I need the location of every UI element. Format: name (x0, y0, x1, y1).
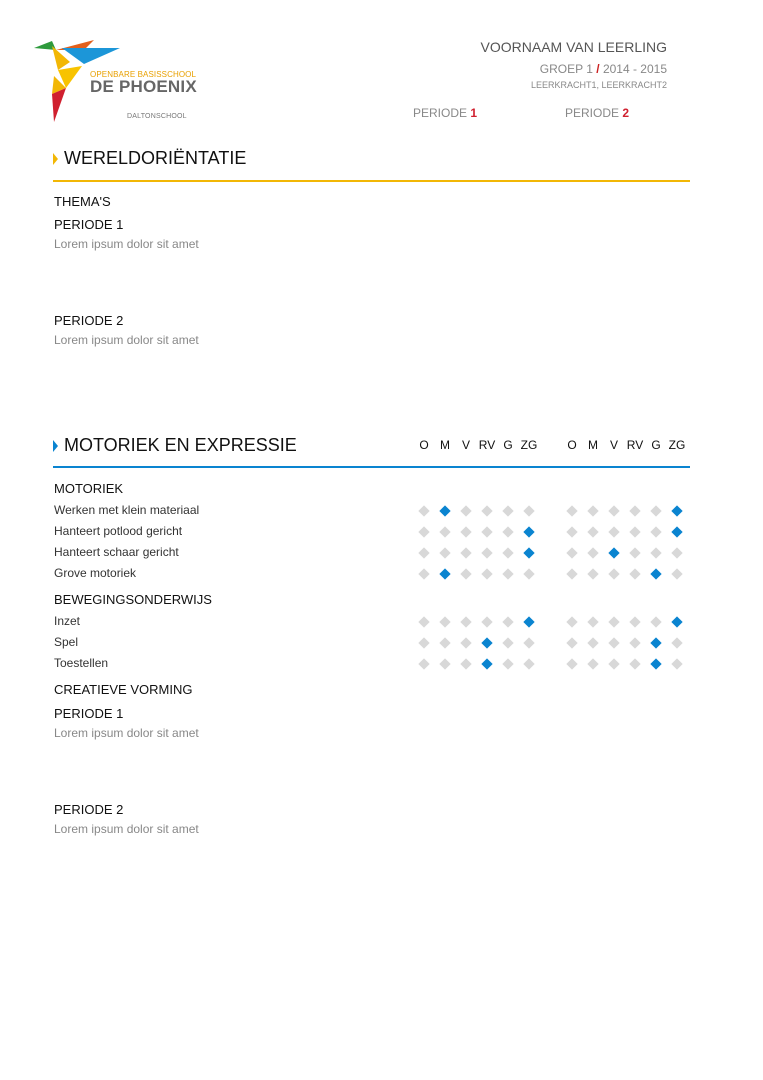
school-subtitle: DALTONSCHOOL (127, 113, 187, 120)
rating-empty-icon (608, 568, 619, 579)
rating-empty-icon (460, 547, 471, 558)
group-label: GROEP 1 (539, 62, 593, 76)
skill-label: Spel (54, 635, 79, 649)
rating-empty-icon (523, 568, 534, 579)
teachers: LEERKRACHT1, LEERKRACHT2 (530, 80, 667, 90)
rating-empty-icon (502, 658, 513, 669)
column-header-p2-v: V (609, 438, 618, 452)
rating-empty-icon (523, 505, 534, 516)
rating-empty-icon (629, 547, 640, 558)
rating-empty-icon (418, 526, 429, 537)
school-year: 2014 - 2015 (602, 62, 667, 76)
creatief-periode-2-label: PERIODE 2 (54, 802, 124, 817)
rating-empty-icon (566, 526, 577, 537)
rating-empty-icon (566, 505, 577, 516)
period-header-2 (565, 106, 629, 120)
rating-empty-icon (481, 616, 492, 627)
rating-empty-icon (566, 637, 577, 648)
rating-empty-icon (629, 505, 640, 516)
rating-selected-icon (439, 505, 450, 516)
periode-1-label: PERIODE 1 (54, 217, 124, 232)
rating-empty-icon (418, 637, 429, 648)
student-name: VOORNAAM VAN LEERLING (480, 39, 667, 55)
section-marker-icon (53, 153, 58, 165)
rating-empty-icon (502, 526, 513, 537)
rating-empty-icon (608, 658, 619, 669)
section-title-text: MOTORIEK EN EXPRESSIE (64, 435, 297, 455)
section-title-motoriek-expressie (53, 435, 297, 456)
rating-empty-icon (481, 505, 492, 516)
section-divider (53, 180, 690, 182)
student-group (540, 62, 667, 76)
rating-empty-icon (650, 547, 661, 558)
rating-selected-icon (671, 505, 682, 516)
rating-empty-icon (481, 547, 492, 558)
section-title-text: WERELDORIËNTATIE (64, 148, 247, 168)
rating-empty-icon (439, 616, 450, 627)
skill-label: Hanteert potlood gericht (54, 524, 183, 538)
skill-label: Inzet (54, 614, 81, 628)
column-header-p2-g: G (651, 438, 661, 452)
rating-selected-icon (650, 658, 661, 669)
creatief-periode-1-text: Lorem ipsum dolor sit amet (54, 726, 199, 740)
rating-empty-icon (418, 505, 429, 516)
rating-empty-icon (439, 658, 450, 669)
periode-2-text: Lorem ipsum dolor sit amet (54, 333, 199, 347)
column-header-p1-g: G (503, 438, 513, 452)
rating-empty-icon (460, 658, 471, 669)
rating-empty-icon (460, 616, 471, 627)
rating-empty-icon (587, 616, 598, 627)
rating-selected-icon (481, 637, 492, 648)
skill-label: Toestellen (54, 656, 109, 670)
section-title-wereldorientatie (53, 148, 246, 169)
rating-empty-icon (587, 637, 598, 648)
period-label: PERIODE (413, 106, 468, 120)
rating-empty-icon (439, 547, 450, 558)
column-header-p2-o: O (567, 438, 577, 452)
period-label: PERIODE (565, 106, 620, 120)
rating-empty-icon (650, 505, 661, 516)
rating-empty-icon (566, 616, 577, 627)
column-header-p1-zg: ZG (520, 438, 538, 452)
rating-empty-icon (418, 658, 429, 669)
rating-empty-icon (566, 547, 577, 558)
rating-empty-icon (650, 526, 661, 537)
rating-empty-icon (418, 616, 429, 627)
column-header-p1-rv: RV (478, 438, 496, 452)
rating-empty-icon (566, 658, 577, 669)
rating-empty-icon (608, 616, 619, 627)
rating-selected-icon (523, 547, 534, 558)
section-divider (53, 466, 690, 468)
skill-label: Hanteert schaar gericht (54, 545, 179, 559)
rating-empty-icon (481, 526, 492, 537)
rating-empty-icon (502, 568, 513, 579)
rating-empty-icon (671, 637, 682, 648)
rating-empty-icon (439, 526, 450, 537)
rating-empty-icon (587, 526, 598, 537)
rating-selected-icon (608, 547, 619, 558)
column-header-p2-zg: ZG (668, 438, 686, 452)
rating-selected-icon (671, 526, 682, 537)
rating-empty-icon (460, 526, 471, 537)
column-header-p2-m: M (588, 438, 598, 452)
rating-empty-icon (418, 547, 429, 558)
rating-empty-icon (502, 505, 513, 516)
periode-1-text: Lorem ipsum dolor sit amet (54, 237, 199, 251)
periode-2-label: PERIODE 2 (54, 313, 124, 328)
rating-empty-icon (460, 505, 471, 516)
rating-selected-icon (439, 568, 450, 579)
period-number: 1 (470, 106, 478, 120)
rating-empty-icon (523, 637, 534, 648)
rating-empty-icon (523, 658, 534, 669)
column-header-p1-m: M (440, 438, 450, 452)
rating-selected-icon (481, 658, 492, 669)
rating-empty-icon (629, 568, 640, 579)
period-number: 2 (622, 106, 630, 120)
rating-selected-icon (523, 616, 534, 627)
rating-empty-icon (629, 526, 640, 537)
group-heading: BEWEGINGSONDERWIJS (54, 592, 212, 607)
skill-label: Grove motoriek (54, 566, 137, 580)
rating-empty-icon (608, 637, 619, 648)
rating-empty-icon (608, 505, 619, 516)
school-name: DE PHOENIX (90, 77, 197, 96)
creatief-periode-1-label: PERIODE 1 (54, 706, 124, 721)
group-separator: / (596, 62, 600, 76)
rating-selected-icon (650, 568, 661, 579)
creatief-periode-2-text: Lorem ipsum dolor sit amet (54, 822, 199, 836)
rating-empty-icon (439, 637, 450, 648)
rating-empty-icon (671, 658, 682, 669)
rating-empty-icon (481, 568, 492, 579)
themas-heading: THEMA'S (54, 194, 111, 209)
rating-empty-icon (502, 637, 513, 648)
rating-empty-icon (460, 637, 471, 648)
column-header-p1-v: V (461, 438, 470, 452)
rating-empty-icon (650, 616, 661, 627)
school-type: OPENBARE BASISSCHOOL (90, 70, 197, 79)
rating-empty-icon (460, 568, 471, 579)
rating-selected-icon (671, 616, 682, 627)
rating-empty-icon (629, 637, 640, 648)
rating-empty-icon (502, 616, 513, 627)
rating-empty-icon (587, 547, 598, 558)
section-marker-icon (53, 440, 58, 452)
rating-empty-icon (629, 616, 640, 627)
rating-empty-icon (587, 505, 598, 516)
column-header-p1-o: O (419, 438, 429, 452)
column-header-p2-rv: RV (626, 438, 644, 452)
rating-empty-icon (671, 568, 682, 579)
rating-empty-icon (418, 568, 429, 579)
rating-selected-icon (650, 637, 661, 648)
creatief-heading: CREATIEVE VORMING (54, 682, 193, 697)
period-header-1 (413, 106, 477, 120)
rating-empty-icon (608, 526, 619, 537)
rating-empty-icon (566, 568, 577, 579)
rating-empty-icon (629, 658, 640, 669)
rating-empty-icon (587, 658, 598, 669)
skill-label: Werken met klein materiaal (54, 503, 200, 517)
rating-empty-icon (502, 547, 513, 558)
group-heading: MOTORIEK (54, 481, 124, 496)
rating-empty-icon (587, 568, 598, 579)
rating-empty-icon (671, 547, 682, 558)
rating-selected-icon (523, 526, 534, 537)
